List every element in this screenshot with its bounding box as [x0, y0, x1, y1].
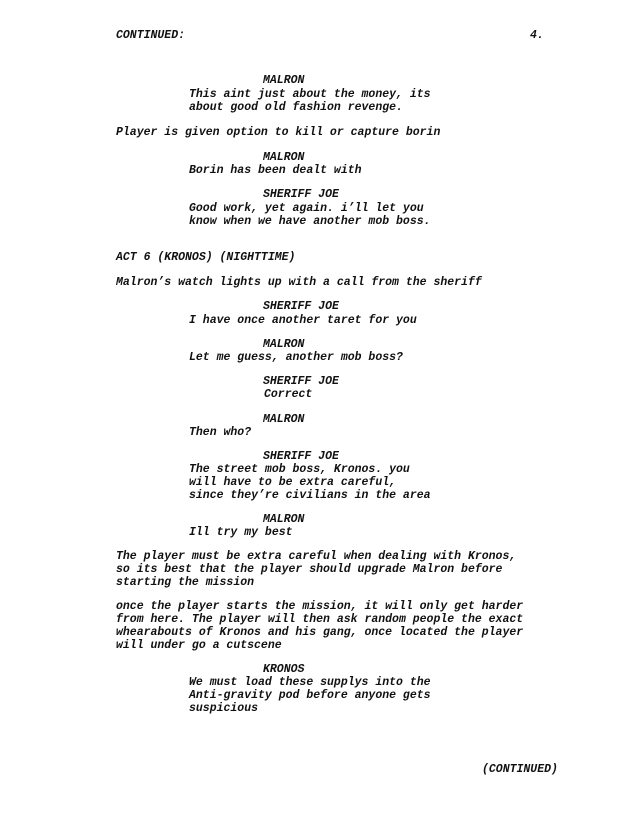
character-name: MALRON	[263, 338, 305, 351]
act-heading: ACT 6 (KRONOS) (NIGHTTIME)	[116, 251, 296, 264]
action-line: whearabouts of Kronos and his gang, once located the player	[116, 626, 524, 639]
dialogue-line: since they’re civilians in the area	[189, 489, 431, 502]
action-line: The player must be extra careful when dealing with Kronos,	[116, 550, 517, 563]
action-line: so its best that the player should upgrade Malron before	[116, 563, 503, 576]
dialogue-line: Ill try my best	[189, 526, 293, 539]
action-line: from here. The player will then ask random people the exact	[116, 613, 524, 626]
action-line: will under go a cutscene	[116, 639, 282, 652]
character-name: MALRON	[263, 513, 305, 526]
character-name: KRONOS	[263, 663, 305, 676]
action-line: once the player starts the mission, it will only get harder	[116, 600, 524, 613]
action-line: Malron’s watch lights up with a call from the sheriff	[116, 276, 482, 289]
dialogue-line: I have once another taret for you	[189, 314, 417, 327]
dialogue-line: Let me guess, another mob boss?	[189, 351, 403, 364]
dialogue-line: about good old fashion revenge.	[189, 101, 403, 114]
header-continued: CONTINUED:	[116, 29, 186, 42]
dialogue-line: Anti-gravity pod before anyone gets	[189, 689, 431, 702]
character-name: MALRON	[263, 74, 305, 87]
character-name: MALRON	[263, 151, 305, 164]
dialogue-line: We must load these supplys into the	[189, 676, 431, 689]
parenthetical-line: Correct	[264, 388, 313, 401]
character-name: SHERIFF JOE	[263, 188, 339, 201]
dialogue-line: Borin has been dealt with	[189, 164, 362, 177]
dialogue-line: The street mob boss, Kronos. you	[189, 463, 410, 476]
dialogue-line: Good work, yet again. i’ll let you	[189, 202, 424, 215]
page-number: 4.	[530, 29, 544, 42]
dialogue-line: will have to be extra careful,	[189, 476, 397, 489]
character-name: SHERIFF JOE	[263, 450, 339, 463]
action-line: Player is given option to kill or capture borin	[116, 126, 441, 139]
dialogue-line: suspicious	[189, 702, 259, 715]
footer-continued: (CONTINUED)	[482, 763, 558, 776]
dialogue-line: know when we have another mob boss.	[189, 215, 431, 228]
dialogue-line: Then who?	[189, 426, 252, 439]
character-name: SHERIFF JOE	[263, 375, 339, 388]
action-line: starting the mission	[116, 576, 255, 589]
dialogue-line: This aint just about the money, its	[189, 88, 431, 101]
character-name: MALRON	[263, 413, 305, 426]
character-name: SHERIFF JOE	[263, 300, 339, 313]
